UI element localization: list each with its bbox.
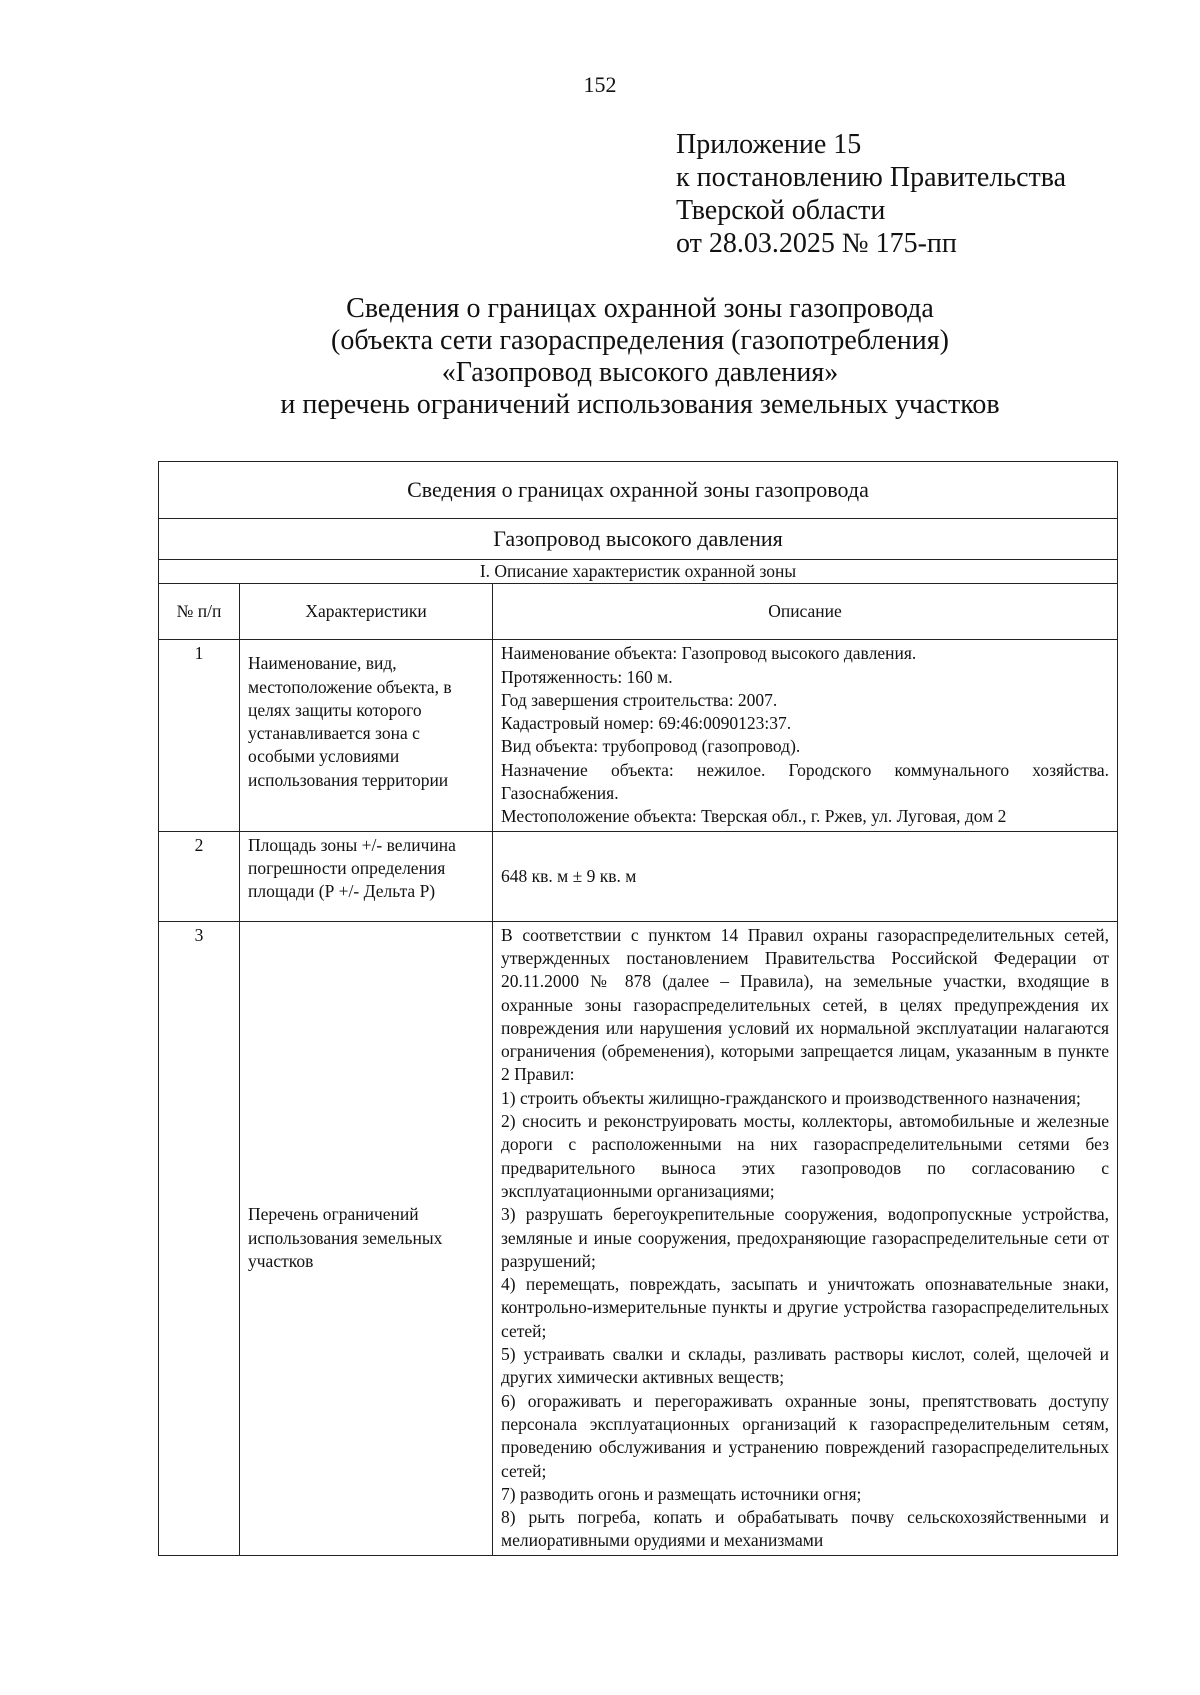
table-row: [159, 921, 1118, 1555]
description-line: Местоположение объекта: Тверская обл., г. Ржев, ул. Луговая, дом 2: [501, 806, 1007, 827]
description-line: 1) строить объекты жилищно-гражданского и производственного назначения;: [501, 1087, 1081, 1108]
description-line: Назначение объекта: нежилое. Городского коммунального хозяйства. Газоснабжения.: [501, 759, 1110, 804]
row-description: [493, 921, 1118, 1555]
table-header-main: Сведения о границах охранной зоны газопровода: [159, 462, 1118, 519]
document-title: [0, 293, 1200, 421]
description-line: В соответствии с пунктом 14 Правил охраны газораспределительных сетей, утвержденных постановлением Правительства Российской Федерации от 20.11.2000 № 878 (далее – Правила), на земельные участки, входящие в охранные зоны газораспределительных сетей, в целях предупреждения их повреждения или нарушения условий их нормальной эксплуатации налагаются ограничения (обременения), которыми запрещается лицам, указанным в пункте 2 Правил:: [501, 924, 1110, 1085]
title-line: и перечень ограничений использования земельных участков: [280, 389, 1000, 420]
row-number: 2: [159, 831, 240, 921]
description-line: 2) сносить и реконструировать мосты, коллекторы, автомобильные и железные дороги с расположенными на них газораспределительными сетями без предварительного выноса этих газопроводов по согласованию с эксплуатационными организациями;: [501, 1111, 1110, 1201]
appendix-line: Приложение 15: [676, 129, 862, 160]
row-characteristic: Площадь зоны +/- величина погрешности определения площади (Р +/- Дельта Р): [240, 831, 493, 921]
column-header-number: № п/п: [159, 584, 240, 640]
description-line: 8) рыть погреба, копать и обрабатывать почву сельскохозяйственными и мелиоративными орудиями и механизмами: [501, 1507, 1110, 1551]
row-characteristic: Перечень ограничений использования земельных участков: [240, 921, 493, 1555]
table-row: [159, 640, 1118, 831]
description-line: 7) разводить огонь и размещать источники огня;: [501, 1483, 862, 1504]
title-line: (объекта сети газораспределения (газопотребления): [331, 325, 949, 356]
appendix-header: [676, 128, 1066, 260]
description-line: Протяженность: 160 м.: [501, 666, 673, 687]
row-characteristic: Наименование, вид, местоположение объекта, в целях защиты которого устанавливается зона с особыми условиями использования территории: [240, 640, 493, 831]
appendix-line: к постановлению Правительства: [676, 162, 1067, 193]
description-line: 3) разрушать берегоукрепительные сооружения, водопропускные устройства, земляные и иные сооружения, предохраняющие газораспределительные сети от разрушений;: [501, 1204, 1110, 1271]
appendix-line: Тверской области: [676, 195, 886, 226]
description-line: 4) перемещать, повреждать, засыпать и уничтожать опознавательные знаки, контрольно-измерительные пункты и другие устройства газораспределительных сетей;: [501, 1274, 1110, 1341]
column-header-description: Описание: [493, 584, 1118, 640]
row-number: 1: [159, 640, 240, 831]
title-line: Сведения о границах охранной зоны газопровода: [346, 293, 934, 324]
column-header-characteristics: Характеристики: [240, 584, 493, 640]
appendix-line: от 28.03.2025 № 175-пп: [676, 228, 957, 259]
row-description: 648 кв. м ± 9 кв. м: [493, 831, 1118, 921]
row-description: [493, 640, 1118, 831]
description-line: Наименование объекта: Газопровод высокого давления.: [501, 643, 917, 664]
description-line: Год завершения строительства: 2007.: [501, 689, 778, 710]
title-line: «Газопровод высокого давления»: [441, 357, 839, 388]
zone-info-table: [158, 461, 1118, 1556]
description-line: Вид объекта: трубопровод (газопровод).: [501, 736, 801, 757]
table-header-object: Газопровод высокого давления: [159, 519, 1118, 560]
description-line: Кадастровый номер: 69:46:0090123:37.: [501, 713, 792, 734]
page-number: 152: [583, 72, 617, 97]
table-section-title: I. Описание характеристик охранной зоны: [159, 560, 1118, 584]
description-line: 5) устраивать свалки и склады, разливать растворы кислот, солей, щелочей и других химически активных веществ;: [501, 1344, 1110, 1388]
row-number: 3: [159, 921, 240, 1555]
table-row: [159, 831, 1118, 921]
description-line: 6) огораживать и перегораживать охранные зоны, препятствовать доступу персонала эксплуатационных организаций к газораспределительным сетям, проведению обслуживания и устранению повреждений газораспределительных сетей;: [501, 1390, 1110, 1481]
